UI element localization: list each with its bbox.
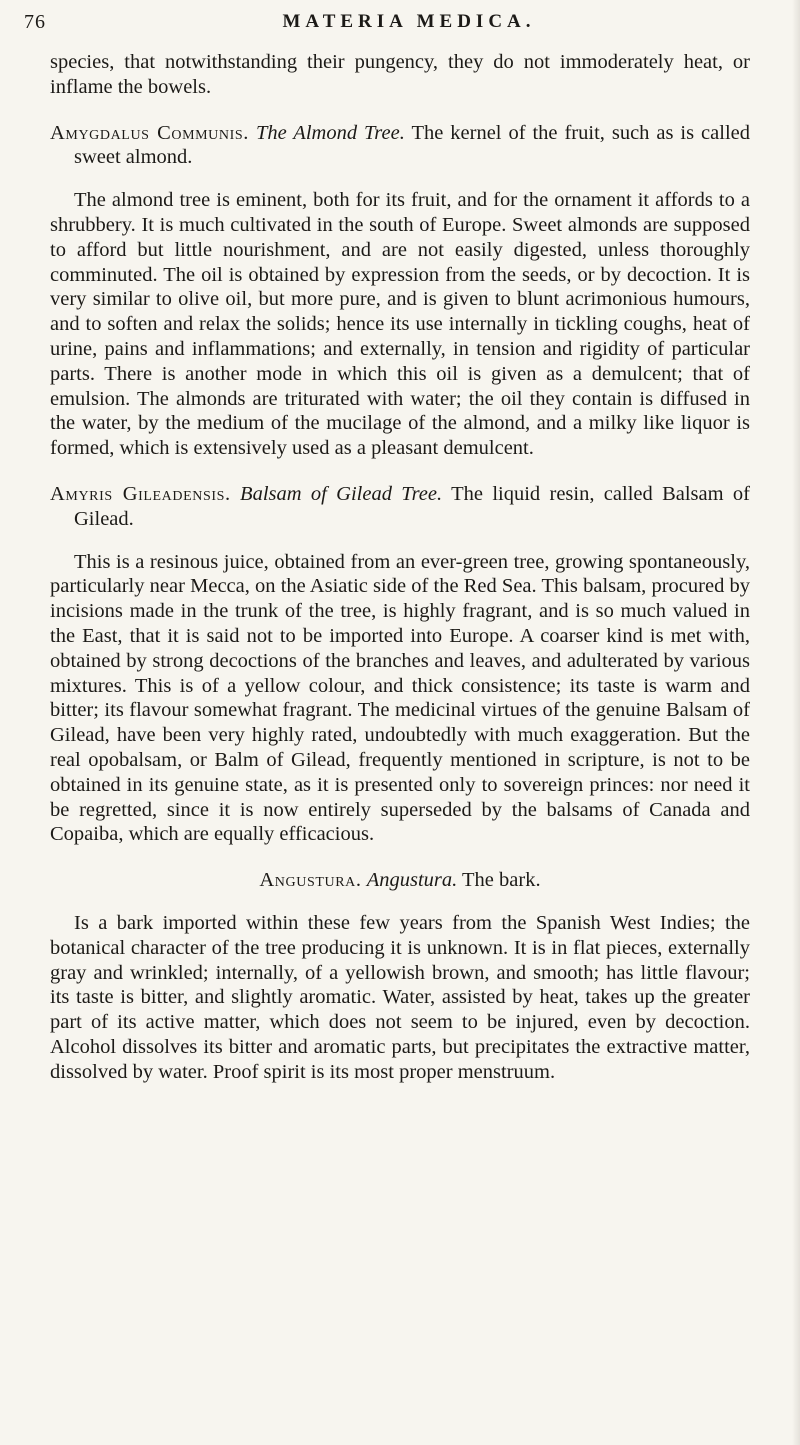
- english-name: Angustura.: [366, 869, 458, 892]
- entry-description: The bark.: [462, 869, 541, 892]
- page-number: 76: [24, 11, 46, 33]
- balsam-paragraph: This is a resinous juice, obtained from an ever-green tree, growing spontaneously, particularly near Mecca, on the Asiatic side of the Red Sea. This balsam, procured by incisions made in the trunk of the tree, is highly fragrant, and is so much valued in the East, that it is said not to be imported into Europe. A coarser kind is met with, obtained by strong decoctions of the branches and leaves, and adulterated by various mixtures. This is of a yellow colour, and thick consistence; its taste is warm and bitter; its flavour somewhat fragrant. The medicinal virtues of the genuine Balsam of Gilead, have been very highly rated, undoubtedly with much exaggeration. But the real opobalsam, or Balm of Gilead, frequently mentioned in scripture, is not to be obtained in its genuine state, as it is presented only to sovereign princes: nor need it be regretted, since it is now entirely superseded by the balsams of Canada and Copaiba, which are equally efficacious.: [50, 550, 750, 846]
- entry-amygdalus-communis: [50, 121, 750, 171]
- entry-description: The kernel of the fruit, such as is called sweet almond.: [74, 121, 750, 169]
- body-text: [50, 50, 750, 1084]
- angustura-paragraph: Is a bark imported within these few years from the Spanish West Indies; the botanical character of the tree producing it is unknown. It is in flat pieces, externally gray and wrinkled; internally, of a yellowish brown, and smooth; has little flavour; its taste is bitter, and slightly aromatic. Water, assisted by heat, takes up the greater part of its active matter, which does not seem to be injured, even by decoction. Alcohol dissolves its bitter and aromatic parts, but precipitates the extractive matter, dissolved by water. Proof spirit is its most proper menstruum.: [50, 911, 750, 1083]
- english-name: The Almond Tree.: [255, 121, 405, 144]
- book-page: [24, 0, 768, 1445]
- latin-name: Amygdalus Communis.: [50, 121, 249, 144]
- running-head: [24, 11, 768, 41]
- latin-name: Angustura.: [259, 869, 362, 892]
- entry-angustura: [50, 868, 750, 893]
- entry-description: The liquid resin, called Balsam of Gilead.: [74, 482, 750, 530]
- continued-paragraph: species, that notwithstanding their pungency, they do not immoderately heat, or inflame the bowels.: [50, 51, 750, 98]
- english-name: Balsam of Gilead Tree.: [240, 482, 443, 505]
- page-edge-shadow: [792, 0, 800, 1445]
- almond-paragraph: The almond tree is eminent, both for its fruit, and for the ornament it affords to a shrubbery. It is much cultivated in the south of Europe. Sweet almonds are supposed to afford but little nourishment, and are not easily digested, unless thoroughly comminuted. The oil is obtained by expression from the seeds, or by decoction. It is very similar to olive oil, but more pure, and is given to blunt acrimonious humours, and to soften and relax the solids; hence its use internally in tickling coughs, heat of urine, pains and inflammations; and externally, in tension and rigidity of particular parts. There is another mode in which this oil is given as a demulcent; that of emulsion. The almonds are triturated with water; the oil they contain is diffused in the water, by the medium of the mucilage of the almond, and a milky like liquor is formed, which is extensively used as a pleasant demulcent.: [50, 189, 750, 460]
- latin-name: Amyris Gileadensis.: [50, 482, 231, 505]
- running-title: MATERIA MEDICA.: [282, 11, 536, 32]
- entry-amyris-gileadensis: [50, 482, 750, 532]
